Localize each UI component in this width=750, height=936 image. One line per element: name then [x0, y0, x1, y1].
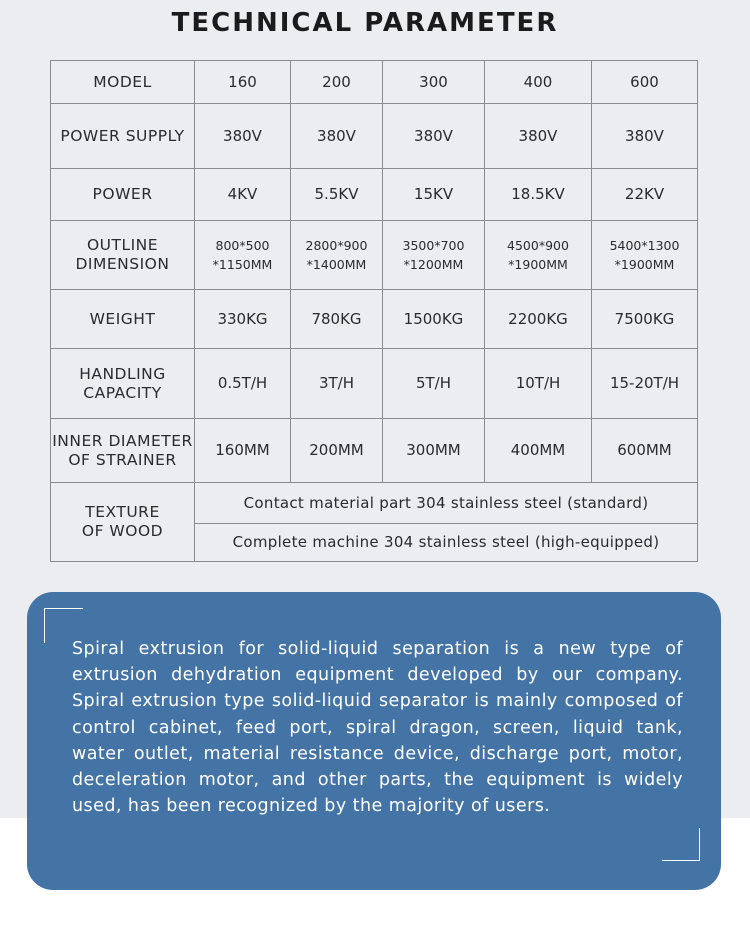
- table-cell: 300: [383, 61, 485, 104]
- row-label: POWER: [51, 169, 195, 221]
- table-row-inner-diameter: [51, 419, 698, 483]
- table-cell: 3T/H: [291, 349, 383, 419]
- row-label: MODEL: [51, 61, 195, 104]
- row-label: POWER SUPPLY: [51, 104, 195, 169]
- table-cell: 7500KG: [592, 290, 698, 349]
- row-label: HANDLING CAPACITY: [51, 349, 195, 419]
- texture-high-cell: Complete machine 304 stainless steel (high-equipped): [195, 524, 698, 562]
- table-cell: 15KV: [383, 169, 485, 221]
- table-cell: 18.5KV: [485, 169, 592, 221]
- row-label: INNER DIAMETER OF STRAINER: [51, 419, 195, 483]
- table-cell: 300MM: [383, 419, 485, 483]
- table-cell: 5.5KV: [291, 169, 383, 221]
- table-row-model: [51, 61, 698, 104]
- table-cell: 15-20T/H: [592, 349, 698, 419]
- description-text: Spiral extrusion for solid-liquid separation is a new type of extrusion dehydration equipment developed by our company. Spiral extrusion type solid-liquid separator is mainly composed of control cabinet, feed port, spiral dragon, screen, liquid tank, water outlet, material resistance device, discharge port, motor, deceleration motor, and other parts, the equipment is widely used, has been recognized by the majority of users.: [72, 639, 683, 817]
- table-cell: 380V: [383, 104, 485, 169]
- table-row-power-supply: [51, 104, 698, 169]
- table-cell: 200MM: [291, 419, 383, 483]
- table-row-outline-dimension: [51, 221, 698, 290]
- table-cell: 800*500 *1150MM: [195, 221, 291, 290]
- description-card: [27, 592, 721, 890]
- table-cell: 600: [592, 61, 698, 104]
- table-cell: 600MM: [592, 419, 698, 483]
- row-label: WEIGHT: [51, 290, 195, 349]
- table-row-weight: [51, 290, 698, 349]
- row-label: TEXTURE OF WOOD: [51, 483, 195, 562]
- table-cell: 400: [485, 61, 592, 104]
- table-cell: 160: [195, 61, 291, 104]
- table-cell: 10T/H: [485, 349, 592, 419]
- table-cell: 3500*700 *1200MM: [383, 221, 485, 290]
- table-cell: 780KG: [291, 290, 383, 349]
- table-cell: 2200KG: [485, 290, 592, 349]
- table-cell: 380V: [592, 104, 698, 169]
- table-row-handling-capacity: [51, 349, 698, 419]
- table-cell: 4KV: [195, 169, 291, 221]
- table-cell: 5T/H: [383, 349, 485, 419]
- table-cell: 200: [291, 61, 383, 104]
- table-cell: 380V: [195, 104, 291, 169]
- table-cell: 2800*900 *1400MM: [291, 221, 383, 290]
- table-cell: 4500*900 *1900MM: [485, 221, 592, 290]
- table-cell: 400MM: [485, 419, 592, 483]
- table-cell: 22KV: [592, 169, 698, 221]
- table-cell: 0.5T/H: [195, 349, 291, 419]
- table-row-texture-standard: [51, 483, 698, 524]
- table-cell: 5400*1300 *1900MM: [592, 221, 698, 290]
- table-cell: 160MM: [195, 419, 291, 483]
- texture-standard-cell: Contact material part 304 stainless steel (standard): [195, 483, 698, 524]
- parameter-table: [50, 60, 698, 562]
- table-cell: 330KG: [195, 290, 291, 349]
- table-row-power: [51, 169, 698, 221]
- page-title: TECHNICAL PARAMETER: [171, 8, 559, 38]
- table-cell: 380V: [291, 104, 383, 169]
- table-cell: 380V: [485, 104, 592, 169]
- row-label: OUTLINE DIMENSION: [51, 221, 195, 290]
- table-cell: 1500KG: [383, 290, 485, 349]
- corner-bracket-bottom-right: [662, 828, 700, 861]
